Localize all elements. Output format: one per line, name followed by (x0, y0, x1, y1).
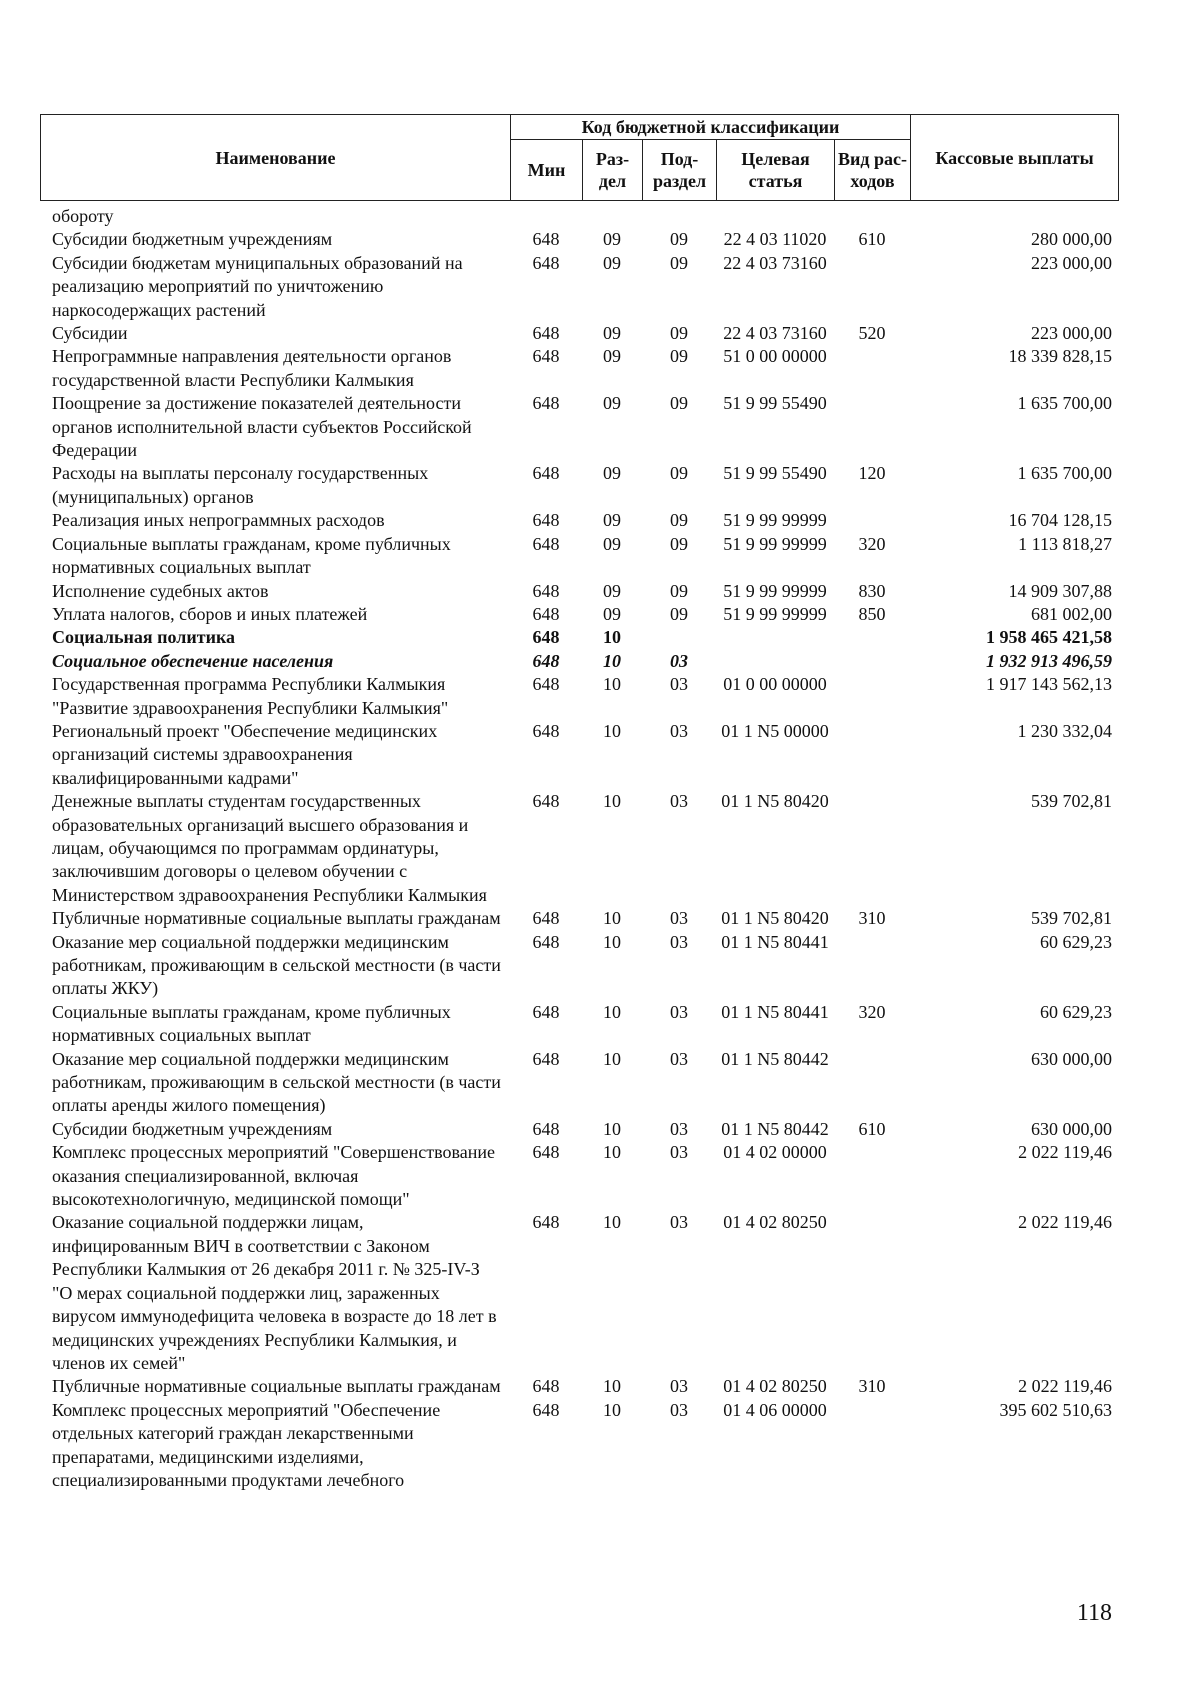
table-row (40, 462, 1118, 509)
row-razdel: 09 (603, 323, 621, 344)
row-podrazdel: 03 (670, 1048, 688, 1069)
row-vid-rashodov (834, 345, 910, 392)
row-min: 648 (532, 674, 560, 695)
row-razdel: 10 (603, 1142, 621, 1163)
row-min: 648 (532, 229, 560, 250)
row-vid-rashodov: 320 (858, 533, 886, 554)
row-name: Субсидии бюджетным учреждениям (52, 229, 333, 250)
row-amount: 60 629,23 (1040, 931, 1112, 952)
row-name: Комплекс процессных мероприятий "Совершенствование оказания специализированной, включая высокотехнологичную, медицинской помощи" (52, 1142, 495, 1210)
row-celevaya-statya: 01 0 00 00000 (723, 674, 827, 695)
row-razdel: 10 (603, 1118, 621, 1139)
table-row (40, 580, 1118, 603)
row-vid-rashodov (834, 1211, 910, 1375)
row-vid-rashodov: 850 (858, 603, 886, 624)
row-min: 648 (532, 1048, 560, 1069)
row-vid-rashodov: 610 (858, 1118, 886, 1139)
row-amount: 681 002,00 (1031, 603, 1112, 624)
row-podrazdel: 09 (670, 580, 688, 601)
table-row (40, 790, 1118, 907)
row-celevaya-statya: 51 9 99 99999 (723, 580, 827, 601)
row-celevaya-statya (716, 626, 834, 649)
row-vid-rashodov (834, 650, 910, 673)
table-row (40, 1375, 1118, 1398)
table-row (40, 345, 1118, 392)
row-min: 648 (532, 603, 560, 624)
row-vid-rashodov: 120 (858, 463, 886, 484)
row-razdel: 10 (603, 908, 621, 929)
row-celevaya-statya: 01 1 N5 80441 (721, 1001, 829, 1022)
row-podrazdel: 09 (670, 346, 688, 367)
row-min: 648 (532, 650, 560, 671)
table-row (40, 228, 1118, 251)
row-celevaya-statya: 22 4 03 73160 (723, 323, 827, 344)
table-row (40, 1211, 1118, 1375)
row-name: Оказание мер социальной поддержки медицинским работникам, проживающим в сельской местности (в части оплаты аренды жилого помещения) (52, 1048, 501, 1116)
row-amount: 18 339 828,15 (1008, 346, 1112, 367)
row-celevaya-statya: 22 4 03 73160 (723, 252, 827, 273)
row-podrazdel: 09 (670, 510, 688, 531)
row-vid-rashodov: 310 (858, 908, 886, 929)
table-row (40, 603, 1118, 626)
row-podrazdel: 09 (670, 252, 688, 273)
row-vid-rashodov (834, 252, 910, 322)
row-min: 648 (532, 580, 560, 601)
row-vid-rashodov (834, 626, 910, 649)
row-razdel: 10 (603, 931, 621, 952)
row-name: Поощрение за достижение показателей деятельности органов исполнительной власти субъектов Российской Федерации (52, 393, 472, 461)
row-razdel: 10 (603, 1212, 621, 1233)
row-celevaya-statya: 01 4 02 00000 (723, 1142, 827, 1163)
budget-table (40, 114, 1118, 1492)
row-amount: 1 932 913 496,59 (986, 650, 1112, 671)
row-name: Субсидии (52, 323, 128, 344)
row-amount: 539 702,81 (1031, 791, 1112, 812)
row-podrazdel: 03 (670, 1212, 688, 1233)
header-vid-rashodov: Вид рас-ходов (835, 140, 911, 201)
row-podrazdel: 09 (670, 463, 688, 484)
table-row (40, 392, 1118, 462)
row-name: Исполнение судебных актов (52, 580, 269, 601)
row-razdel: 09 (603, 463, 621, 484)
row-podrazdel: 03 (670, 1399, 688, 1420)
row-name: Реализация иных непрограммных расходов (52, 510, 385, 531)
row-podrazdel: 03 (670, 650, 688, 671)
row-min: 648 (532, 1399, 560, 1420)
row-amount: 630 000,00 (1031, 1118, 1112, 1139)
row-podrazdel: 09 (670, 603, 688, 624)
table-row (40, 650, 1118, 673)
row-name: Социальные выплаты гражданам, кроме публичных нормативных социальных выплат (52, 533, 451, 578)
row-amount: 395 602 510,63 (999, 1399, 1112, 1420)
row-vid-rashodov: 830 (858, 580, 886, 601)
row-celevaya-statya: 01 4 02 80250 (723, 1376, 827, 1397)
row-min: 648 (532, 533, 560, 554)
header-amount: Кассовые выплаты (911, 115, 1119, 201)
row-min: 648 (532, 791, 560, 812)
row-razdel: 10 (603, 1376, 621, 1397)
row-celevaya-statya: 01 1 N5 80420 (721, 791, 829, 812)
row-podrazdel (642, 626, 716, 649)
row-name: Региональный проект "Обеспечение медицинских организаций системы здравоохранения квалифицированными кадрами" (52, 720, 438, 788)
row-vid-rashodov (834, 720, 910, 790)
row-celevaya-statya: 51 9 99 99999 (723, 533, 827, 554)
row-celevaya-statya: 01 4 06 00000 (723, 1399, 827, 1420)
table-row (40, 626, 1118, 649)
table-row (40, 1399, 1118, 1493)
row-name: Комплекс процессных мероприятий "Обеспечение отдельных категорий граждан лекарственными препаратами, медицинскими изделиями, специализированными продуктами лечебного (52, 1399, 441, 1490)
row-min: 648 (532, 393, 560, 414)
row-name: Публичные нормативные социальные выплаты гражданам (52, 908, 501, 929)
row-celevaya-statya: 51 9 99 99999 (723, 603, 827, 624)
header-budget-code-group: Код бюджетной классификации (511, 115, 911, 140)
row-celevaya-statya: 01 4 02 80250 (723, 1212, 827, 1233)
row-vid-rashodov (834, 931, 910, 1001)
row-razdel: 10 (603, 674, 621, 695)
row-name: Субсидии бюджетам муниципальных образований на реализацию мероприятий по уничтожению наркосодержащих растений (52, 252, 463, 320)
row-vid-rashodov (834, 1141, 910, 1211)
row-amount: 223 000,00 (1031, 252, 1112, 273)
row-razdel: 10 (603, 627, 621, 648)
row-razdel: 10 (603, 1399, 621, 1420)
table-body (40, 205, 1118, 1492)
table-row (40, 931, 1118, 1001)
row-amount: 1 917 143 562,13 (986, 674, 1112, 695)
row-celevaya-statya: 51 0 00 00000 (723, 346, 827, 367)
table-row (40, 322, 1118, 345)
row-min: 648 (532, 1142, 560, 1163)
row-podrazdel: 03 (670, 1142, 688, 1163)
row-celevaya-statya: 01 1 N5 80441 (721, 931, 829, 952)
row-min: 648 (532, 1212, 560, 1233)
row-razdel: 09 (603, 252, 621, 273)
row-vid-rashodov (834, 1048, 910, 1118)
row-amount: 1 635 700,00 (1017, 463, 1112, 484)
row-name: Государственная программа Республики Калмыкия "Развитие здравоохранения Республики Калмыкия" (52, 674, 449, 718)
row-name: обороту (52, 206, 114, 226)
row-min: 648 (532, 1001, 560, 1022)
row-razdel: 10 (603, 1048, 621, 1069)
table-row (40, 1118, 1118, 1141)
row-min: 648 (532, 931, 560, 952)
row-celevaya-statya (716, 205, 834, 228)
row-podrazdel: 09 (670, 229, 688, 250)
row-min: 648 (532, 463, 560, 484)
row-podrazdel: 03 (670, 931, 688, 952)
row-podrazdel: 09 (670, 393, 688, 414)
table-row (40, 509, 1118, 532)
row-name: Социальные выплаты гражданам, кроме публичных нормативных социальных выплат (52, 1001, 451, 1046)
table-row (40, 1001, 1118, 1048)
row-podrazdel: 09 (670, 533, 688, 554)
row-razdel: 10 (603, 720, 621, 741)
row-celevaya-statya: 22 4 03 11020 (723, 229, 827, 250)
row-podrazdel: 03 (670, 1118, 688, 1139)
row-amount: 1 230 332,04 (1017, 720, 1112, 741)
table-row (40, 205, 1118, 228)
row-celevaya-statya: 01 1 N5 00000 (721, 720, 829, 741)
row-podrazdel (642, 205, 716, 228)
page-number: 118 (1076, 1600, 1112, 1626)
row-celevaya-statya: 01 1 N5 80442 (721, 1118, 829, 1139)
row-name: Субсидии бюджетным учреждениям (52, 1118, 333, 1139)
row-vid-rashodov (834, 790, 910, 907)
row-amount: 223 000,00 (1031, 323, 1112, 344)
table-header (40, 114, 1119, 201)
row-vid-rashodov (834, 1399, 910, 1493)
row-min: 648 (532, 252, 560, 273)
row-amount: 2 022 119,46 (1018, 1376, 1112, 1397)
row-podrazdel: 03 (670, 1001, 688, 1022)
row-razdel (582, 205, 642, 228)
row-podrazdel: 09 (670, 323, 688, 344)
row-amount: 1 113 818,27 (1018, 533, 1112, 554)
row-min: 648 (532, 346, 560, 367)
header-min: Мин (511, 140, 583, 201)
row-razdel: 09 (603, 533, 621, 554)
row-name: Непрограммные направления деятельности органов государственной власти Республики Калмыкия (52, 346, 452, 390)
row-name: Уплата налогов, сборов и иных платежей (52, 603, 368, 624)
header-celevaya-statya: Целевая статья (717, 140, 835, 201)
row-name: Социальное обеспечение населения (52, 650, 334, 671)
row-razdel: 09 (603, 229, 621, 250)
row-min (510, 205, 582, 228)
row-min: 648 (532, 510, 560, 531)
row-vid-rashodov: 320 (858, 1001, 886, 1022)
table-row (40, 1141, 1118, 1211)
row-celevaya-statya: 51 9 99 55490 (723, 463, 827, 484)
row-celevaya-statya: 01 1 N5 80420 (721, 908, 829, 929)
table-row (40, 252, 1118, 322)
row-podrazdel: 03 (670, 674, 688, 695)
row-amount: 60 629,23 (1040, 1001, 1112, 1022)
row-name: Денежные выплаты студентам государственных образовательных организаций высшего образования и лицам, обучающимся по программам ординатуры, заключившим договоры о целевом обучении с Министерством здравоохранения Республики Калмыкия (52, 791, 487, 905)
row-vid-rashodov: 520 (858, 323, 886, 344)
row-razdel: 09 (603, 346, 621, 367)
row-razdel: 10 (603, 650, 621, 671)
row-amount: 280 000,00 (1031, 229, 1112, 250)
row-vid-rashodov: 610 (858, 229, 886, 250)
row-vid-rashodov (834, 673, 910, 720)
row-min: 648 (532, 323, 560, 344)
header-name: Наименование (41, 115, 511, 201)
row-razdel: 09 (603, 393, 621, 414)
row-amount: 2 022 119,46 (1018, 1142, 1112, 1163)
header-podrazdel: Под-раздел (643, 140, 717, 201)
row-celevaya-statya (716, 650, 834, 673)
row-razdel: 09 (603, 510, 621, 531)
row-celevaya-statya: 51 9 99 99999 (723, 510, 827, 531)
row-amount: 2 022 119,46 (1018, 1212, 1112, 1233)
row-razdel: 10 (603, 1001, 621, 1022)
row-name: Оказание социальной поддержки лицам, инфицированным ВИЧ в соответствии с Законом Республики Калмыкия от 26 декабря 2011 г. № 325-IV-З "О мерах социальной поддержки лиц, зараженных вирусом иммунодефицита человека в возрасте до 18 лет в медицинских учреждениях Республики Калмыкия, и членов их семей" (52, 1212, 497, 1373)
row-name: Расходы на выплаты персоналу государственных (муниципальных) органов (52, 463, 429, 507)
row-name: Оказание мер социальной поддержки медицинским работникам, проживающим в сельской местности (в части оплаты ЖКУ) (52, 931, 501, 999)
table-row (40, 1048, 1118, 1118)
row-min: 648 (532, 1118, 560, 1139)
row-razdel: 09 (603, 603, 621, 624)
row-min: 648 (532, 627, 560, 648)
table-row (40, 533, 1118, 580)
row-amount: 1 958 465 421,58 (986, 627, 1112, 648)
row-amount: 630 000,00 (1031, 1048, 1112, 1069)
row-podrazdel: 03 (670, 908, 688, 929)
row-amount: 539 702,81 (1031, 908, 1112, 929)
row-podrazdel: 03 (670, 720, 688, 741)
row-min: 648 (532, 908, 560, 929)
row-amount: 16 704 128,15 (1008, 510, 1112, 531)
row-vid-rashodov: 310 (858, 1376, 886, 1397)
row-min: 648 (532, 720, 560, 741)
row-name: Социальная политика (52, 627, 236, 648)
row-razdel: 09 (603, 580, 621, 601)
row-celevaya-statya: 51 9 99 55490 (723, 393, 827, 414)
row-amount (910, 205, 1118, 228)
table-row (40, 720, 1118, 790)
row-podrazdel: 03 (670, 791, 688, 812)
table-row (40, 673, 1118, 720)
row-amount: 14 909 307,88 (1008, 580, 1112, 601)
row-podrazdel: 03 (670, 1376, 688, 1397)
row-vid-rashodov (834, 205, 910, 228)
table-row (40, 907, 1118, 930)
row-vid-rashodov (834, 392, 910, 462)
row-celevaya-statya: 01 1 N5 80442 (721, 1048, 829, 1069)
row-razdel: 10 (603, 791, 621, 812)
row-min: 648 (532, 1376, 560, 1397)
row-vid-rashodov (834, 509, 910, 532)
row-name: Публичные нормативные социальные выплаты гражданам (52, 1376, 501, 1397)
row-amount: 1 635 700,00 (1017, 393, 1112, 414)
header-razdel: Раз-дел (583, 140, 643, 201)
